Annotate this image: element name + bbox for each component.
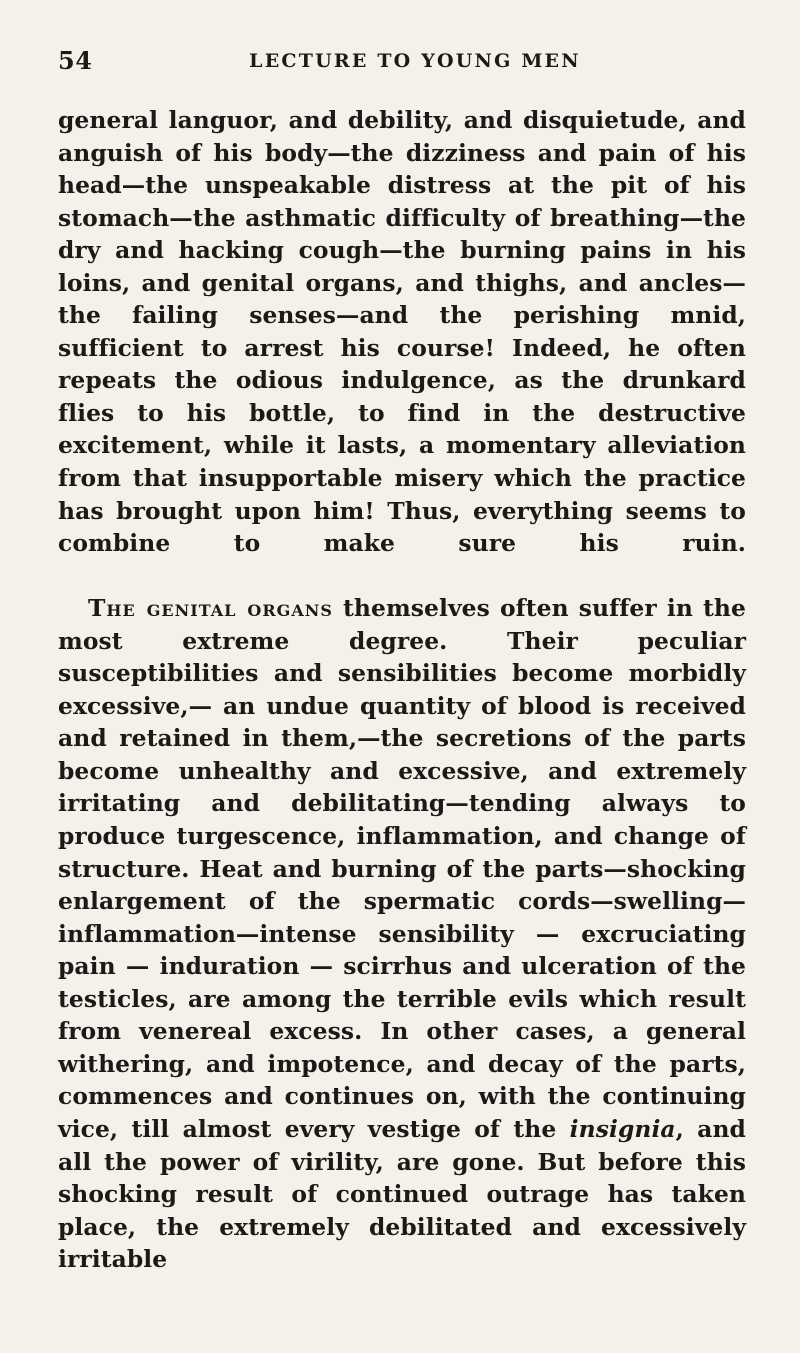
running-head [58, 40, 746, 80]
paragraph-text: themselves often suffer in the most extreme degree. Their peculiar susceptibilities and sensibilities become morbidly excessive,— an undue quantity of blood is received and retained in them,—the secretions of the parts become unhealthy and excessive, and extremely irritating and debilitating—tending always to produce turgescence, inflammation, and change of structure. Heat and burning of the parts—shocking enlargement of the spermatic cords—swelling—inflammation—intense sensibility — excruciating pain — induration — scirrhus and ulceration of the testicles, are among the terrible evils which result from venereal excess. In other cases, a general withering, and impotence, and decay of the parts, commences and continues on, with the continuing vice, till almost every vestige of the [58, 594, 746, 1143]
body-text [58, 104, 746, 1308]
paragraph-text-end: , and all the power of virility, are gone. But before this shocking result of continued outrage has taken place, the extremely debilitated and excessively irritable [58, 1114, 746, 1274]
paragraph-genital-organs [58, 592, 746, 1308]
small-caps-lead: The genital organs [88, 594, 333, 623]
paragraph-continuation: general languor, and debility, and disquietude, and anguish of his body—the dizziness and pain of his head—the unspeakable distress at the pit of his stomach—the asthmatic difficulty of breathing—the dry and hacking cough—the burning pains in his loins, and genital organs, and thighs, and ancles—the failing senses—and the perishing mnid, sufficient to arrest his course! Indeed, he often repeats the odious indulgence, as the drunkard flies to his bottle, to find in the destructive excitement, while it lasts, a momentary alleviation from that insupportable misery which the practice has brought upon him! Thus, everything seems to combine to make sure his ruin. [58, 106, 746, 558]
running-title: LECTURE TO YOUNG MEN [249, 50, 581, 72]
italic-term: insignia [569, 1114, 676, 1143]
page-number: 54 [58, 46, 93, 75]
